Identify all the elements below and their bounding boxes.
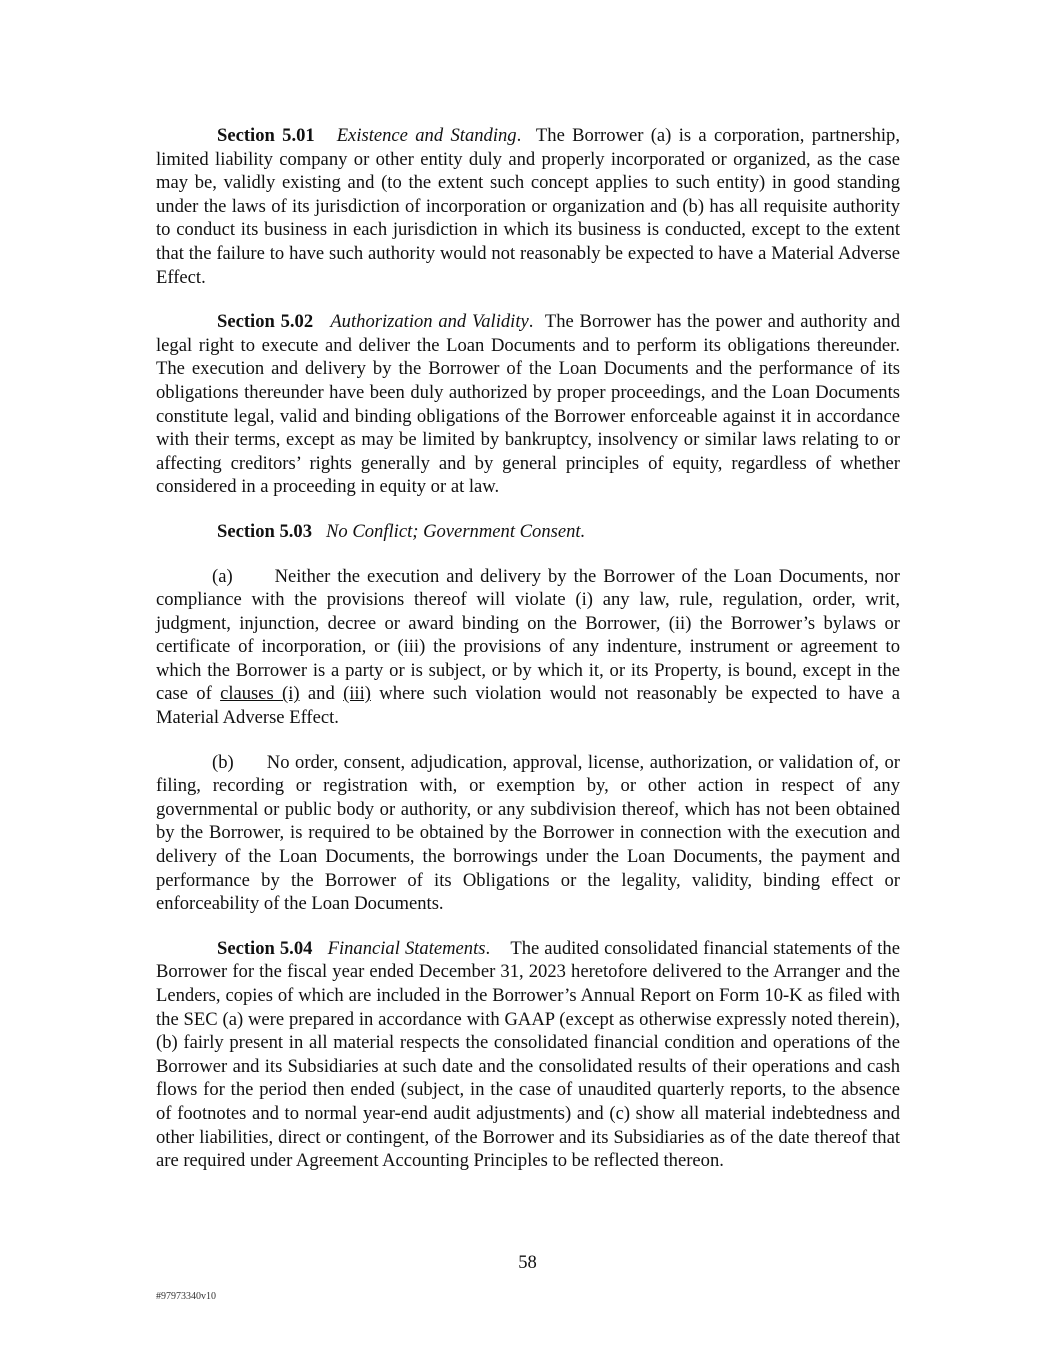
section-5-01: Section 5.01 Existence and Standing. The Borrower (a) is a corporation, partnership, limited liability company or other entity duly and properly incorporated or organized, as the case may be, validly existing and (to the extent such concept applies to such entity) in good standing under the laws of its jurisdiction of incorporation or organization and (b) has all requisite authority to conduct its business in each jurisdiction in which its business is conducted, except to the extent that the failure to have such authority would not reasonably be expected to have a Material Adverse Effect. [156, 125, 900, 288]
section-title: Financial Statements [327, 937, 486, 959]
section-5-03-clause-b [156, 751, 900, 916]
section-text: The Borrower has the power and authority and legal right to execute and deliver the Loan Documents and to perform its obligations thereunder. The execution and delivery by the Borrower of the Loan Documents and the performance of its obligations thereunder have been duly authorized by proper proceedings, and the Loan Documents constitute legal, valid and binding obligations of the Borrower enforceable against it in accordance with their terms, except as may be limited by bankruptcy, insolvency or similar laws relating to or affecting creditors’ rights generally and by general principles of equity, regardless of whether considered in a proceeding in equity or at law. [156, 311, 900, 498]
section-number: Section 5.03 [217, 520, 313, 542]
clause-text: Neither the execution and delivery by the Borrower of the Loan Documents, nor compliance with the provisions thereof will violate (i) any law, rule, regulation, order, writ, judgment, injunction, decree or award binding on the Borrower, (ii) the Borrower’s bylaws or certificate of incorporation, or (iii) the provisions of any indenture, instrument or agreement to which the Borrower is a party or is subject, or by which it, or its Property, is bound, except in the case of [156, 565, 901, 705]
clause-label: (b) [212, 751, 234, 773]
section-5-03-clause-a [156, 565, 900, 730]
section-title: Existence and Standing [336, 125, 517, 146]
section-5-03-heading: Section 5.03 No Conflict; Government Consent. [217, 520, 586, 542]
clause-text-end: where such violation would not reasonably be expected to have a Material Adverse Effect. [156, 683, 900, 729]
clause-text-middle: and [307, 683, 335, 705]
clause-text: No order, consent, adjudication, approval, license, authorization, or validation of, or filing, recording or registration with, or exemption by, or other action in respect of any governmental or public body or authority, or any subdivision thereof, which has not been obtained by the Borrower, is required to be obtained by the Borrower in connection with the execution and delivery of the Loan Documents, the borrowings under the Loan Documents, the payment and performance by the Borrower of its Obligations or the legality, validity, binding effect or enforceability of the Loan Documents. [156, 751, 900, 915]
clause-label: (a) [212, 565, 233, 587]
page-number: 58 [518, 1252, 537, 1273]
document-body [156, 124, 900, 1173]
clause-reference-iii: (iii) [343, 683, 371, 705]
section-text: The Borrower (a) is a corporation, partnership, limited liability company or other entity duly and properly incorporated or organized, as the case may be, validly existing and (to the extent such concept applies to such entity) in good standing under the laws of its jurisdiction of incorporation or organization and (b) has all requisite authority to conduct its business in each jurisdiction in which its business is conducted, except to the extent that the failure to have such authority would not reasonably be expected to have a Material Adverse Effect. [156, 125, 900, 288]
section-title: No Conflict; Government Consent [325, 520, 581, 542]
section-title: Authorization and Validity [330, 311, 529, 333]
section-number: Section 5.01 [217, 125, 315, 146]
clause-reference-i: clauses (i) [220, 683, 300, 705]
section-number: Section 5.02 [217, 311, 314, 333]
document-id: #97973340v10 [156, 1291, 216, 1302]
section-5-02: Section 5.02 Authorization and Validity. The Borrower has the power and authority and legal right to execute and deliver the Loan Documents and to perform its obligations thereunder. The execution and delivery by the Borrower of the Loan Documents and the performance of its obligations thereunder have been duly authorized by proper proceedings, and the Loan Documents constitute legal, valid and binding obligations of the Borrower enforceable against it in accordance with their terms, except as may be limited by bankruptcy, insolvency or similar laws relating to or affecting creditors’ rights generally and by general principles of equity, regardless of whether considered in a proceeding in equity or at law. [156, 311, 900, 498]
section-text: The audited consolidated financial statements of the Borrower for the fiscal year ended December 31, 2023 heretofore delivered to the Arranger and the Lenders, copies of which are included in the Borrower’s Annual Report on Form 10-K as filed with the SEC (a) were prepared in accordance with GAAP (except as otherwise expressly noted therein), (b) fairly present in all material respects the consolidated financial condition and operations of the Borrower and its Subsidiaries at such date and the consolidated results of their operations and cash flows for the period then ended (subject, in the case of unaudited quarterly reports, to the absence of footnotes and to normal year-end audit adjustments) and (c) show all material indebtedness and other liabilities, direct or contingent, of the Borrower and its Subsidiaries as of the date thereof that are required under Agreement Accounting Principles to be reflected thereon. [156, 937, 900, 1172]
section-number: Section 5.04 [217, 937, 313, 959]
section-5-04: Section 5.04 Financial Statements. The audited consolidated financial statements of the Borrower for the fiscal year ended December 31, 2023 heretofore delivered to the Arranger and the Lenders, copies of which are included in the Borrower’s Annual Report on Form 10-K as filed with the SEC (a) were prepared in accordance with GAAP (except as otherwise expressly noted therein), (b) fairly present in all material respects the consolidated financial condition and operations of the Borrower and its Subsidiaries at such date and the consolidated results of their operations and cash flows for the period then ended (subject, in the case of unaudited quarterly reports, to the absence of footnotes and to normal year-end audit adjustments) and (c) show all material indebtedness and other liabilities, direct or contingent, of the Borrower and its Subsidiaries as of the date thereof that are required under Agreement Accounting Principles to be reflected thereon. [156, 937, 900, 1172]
